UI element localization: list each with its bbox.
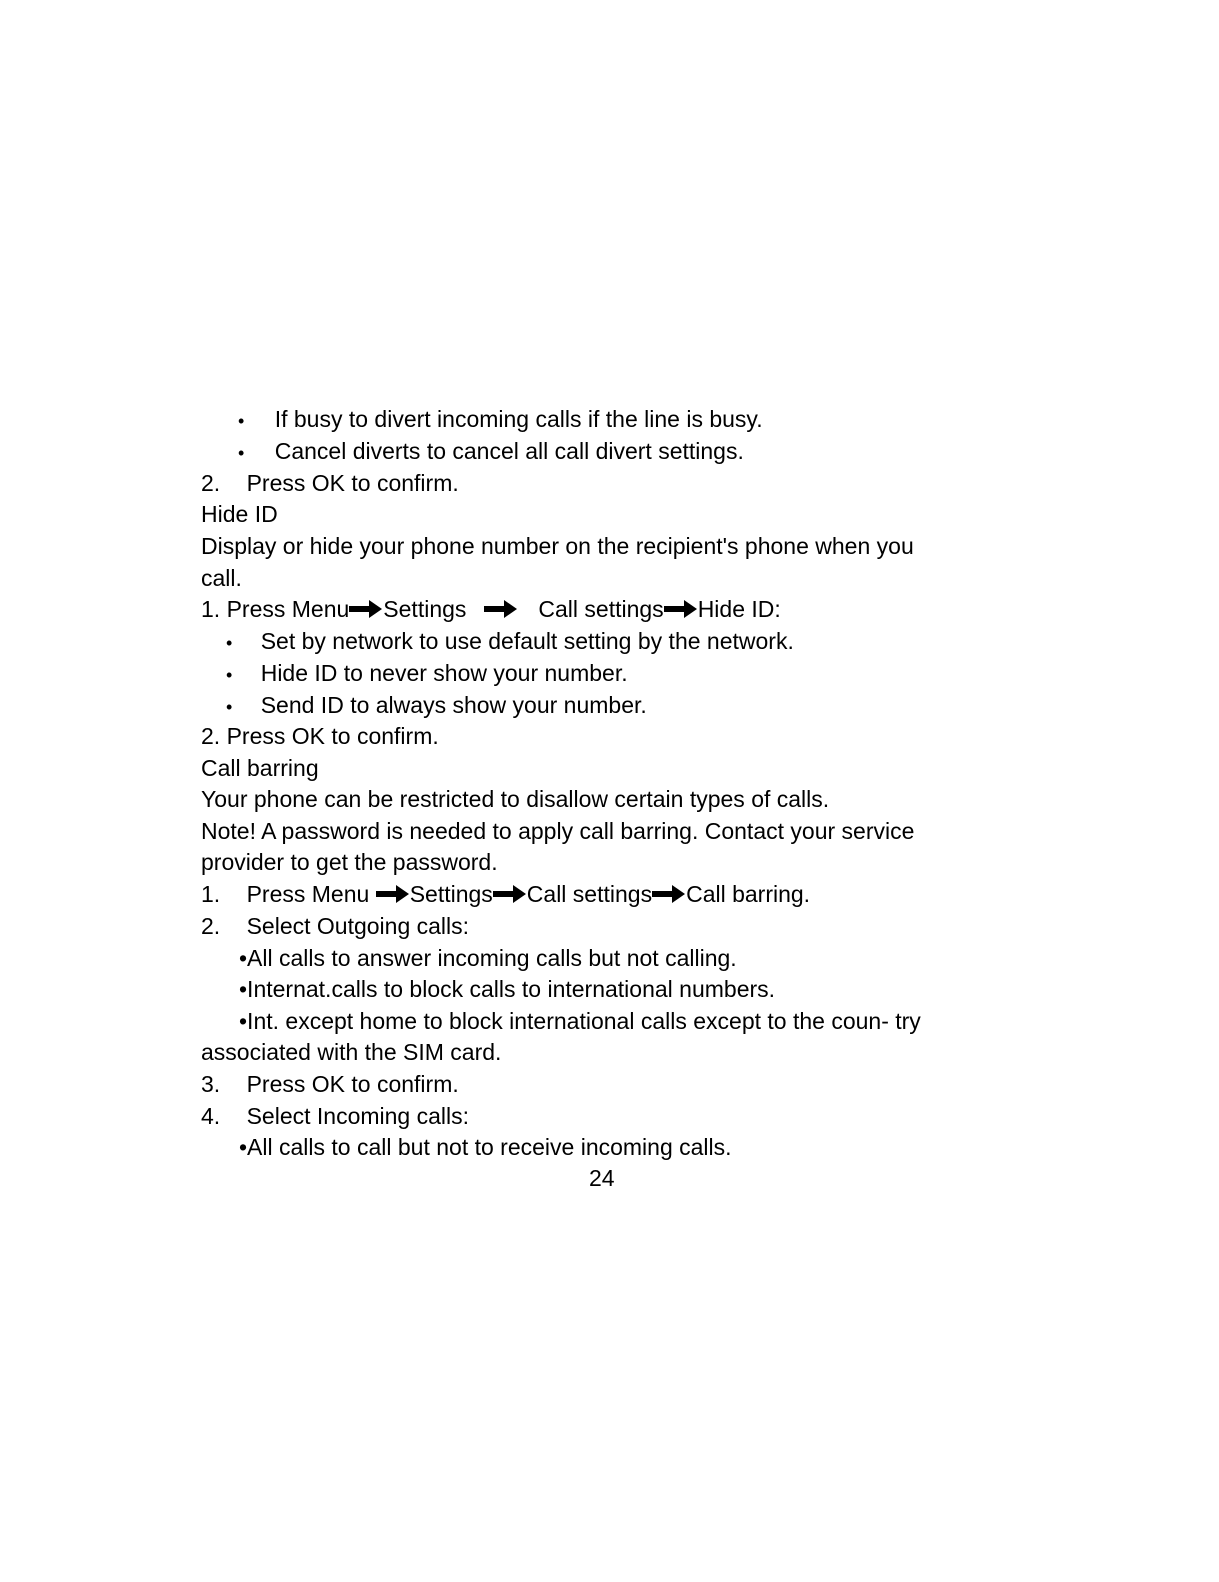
bullet-icon: •	[238, 443, 245, 463]
option-item: •Internat.calls to block calls to international numbers.	[239, 976, 776, 1002]
page-number: 24	[589, 1165, 615, 1191]
step-number: 4.	[201, 1103, 221, 1129]
step-number: 2.	[201, 913, 221, 939]
section-heading: Call barring	[201, 755, 319, 781]
step-number: 1.	[201, 881, 221, 907]
step-text: 1. Press Menu	[201, 596, 350, 622]
bullet-text: Hide ID to never show your number.	[260, 660, 628, 686]
paragraph-line: Display or hide your phone number on the recipient's phone when you	[201, 533, 914, 559]
right-arrow-icon	[484, 598, 518, 620]
option-item: •All calls to call but not to receive incoming calls.	[239, 1134, 732, 1160]
note-line: provider to get the password.	[201, 849, 498, 875]
option-item: •All calls to answer incoming calls but not calling.	[239, 945, 737, 971]
step-text: Settings	[409, 881, 493, 907]
step-item	[201, 1070, 459, 1098]
list-item	[238, 405, 763, 435]
option-continuation: associated with the SIM card.	[201, 1039, 502, 1065]
step-item	[201, 1102, 469, 1130]
bullet-icon: •	[226, 633, 233, 653]
step-item	[201, 880, 810, 908]
step-text: Call settings	[526, 881, 653, 907]
right-arrow-icon	[652, 883, 686, 905]
list-item	[226, 691, 647, 721]
step-text: Call barring.	[686, 881, 811, 907]
step-item: 2. Press OK to confirm.	[201, 723, 439, 749]
step-text: Press Menu	[246, 881, 376, 907]
step-text: Press OK to confirm.	[246, 1071, 459, 1097]
bullet-icon: •	[238, 411, 245, 431]
bullet-text: If busy to divert incoming calls if the line is busy.	[274, 406, 763, 432]
bullet-text: Send ID to always show your number.	[260, 692, 647, 718]
paragraph-line: Your phone can be restricted to disallow certain types of calls.	[201, 786, 830, 812]
right-arrow-icon	[493, 883, 527, 905]
bullet-icon: •	[226, 665, 233, 685]
step-number: 3.	[201, 1071, 221, 1097]
bullet-icon: •	[226, 697, 233, 717]
right-arrow-icon	[349, 598, 383, 620]
bullet-text: Set by network to use default setting by the network.	[260, 628, 794, 654]
step-text: Select Outgoing calls:	[246, 913, 470, 939]
step-text: Hide ID:	[697, 596, 781, 622]
option-item: •Int. except home to block international calls except to the coun- try	[239, 1008, 921, 1034]
list-item	[238, 437, 744, 467]
note-line: Note! A password is needed to apply call barring. Contact your service	[201, 818, 915, 844]
step-text: Call settings	[538, 596, 664, 622]
step-number: 2.	[201, 470, 221, 496]
step-text: Select Incoming calls:	[246, 1103, 470, 1129]
paragraph-line: call.	[201, 565, 242, 591]
bullet-text: Cancel diverts to cancel all call divert settings.	[274, 438, 744, 464]
list-item	[226, 627, 794, 657]
right-arrow-icon	[376, 883, 410, 905]
step-text: Settings	[383, 596, 467, 622]
step-item	[201, 469, 459, 497]
list-item	[226, 659, 628, 689]
section-heading: Hide ID	[201, 501, 278, 527]
step-item	[201, 595, 781, 623]
step-item	[201, 912, 469, 940]
step-text: Press OK to confirm.	[246, 470, 459, 496]
right-arrow-icon	[664, 598, 698, 620]
